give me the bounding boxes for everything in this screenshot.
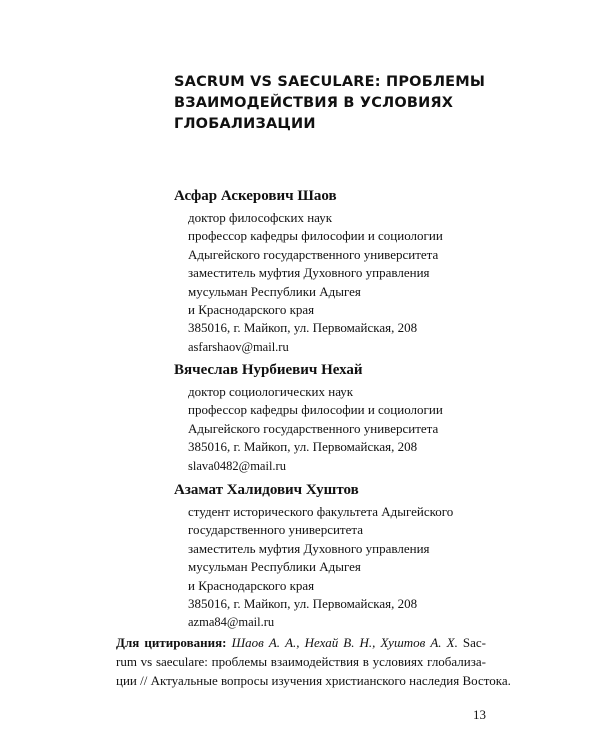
affiliation-line: заместитель муфтия Духовного управления	[188, 540, 430, 556]
article-title	[174, 72, 504, 135]
citation-label: Для цитирования:	[116, 635, 227, 650]
citation-block	[116, 633, 511, 690]
author-affiliation	[174, 383, 514, 475]
author-name: Азамат Халидович Хуштов	[174, 482, 359, 498]
author-name: Вячеслав Нурбиевич Нехай	[174, 362, 363, 378]
author-email[interactable]: asfarshaov@mail.ru	[188, 339, 289, 354]
citation-line	[116, 633, 486, 652]
citation-line: rum vs saeculare: проблемы взаимодействия в условиях глобализа-	[116, 654, 486, 669]
address-line: 385016, г. Майкоп, ул. Первомайская, 208	[188, 320, 418, 336]
author-email[interactable]: azma84@mail.ru	[188, 615, 275, 630]
author-block	[174, 186, 514, 356]
affiliation-line: мусульман Республики Адыгея	[188, 559, 361, 575]
affiliation-line: заместитель муфтия Духовного управления	[188, 265, 430, 281]
page-number: 13	[473, 707, 486, 722]
affiliation-line: доктор философских наук	[188, 210, 333, 225]
address-line: 385016, г. Майкоп, ул. Первомайская, 208	[188, 439, 418, 455]
citation-text: Sac-	[462, 635, 487, 650]
title-line: ГЛОБАЛИЗАЦИИ	[174, 116, 316, 132]
author-name: Асфар Аскерович Шаов	[174, 188, 337, 204]
author-affiliation	[174, 209, 514, 356]
author-block	[174, 480, 514, 632]
affiliation-line: Адыгейского государственного университета	[188, 420, 439, 436]
affiliation-line: Адыгейского государственного университета	[188, 246, 439, 262]
affiliation-line: студент исторического факультета Адыгейского	[188, 504, 454, 519]
affiliation-line: профессор кафедры философии и социологии	[188, 228, 443, 244]
affiliation-line: доктор социологических наук	[188, 384, 354, 399]
author-affiliation	[174, 503, 514, 632]
author-block	[174, 360, 514, 475]
affiliation-line: профессор кафедры философии и социологии	[188, 402, 443, 418]
title-line: SACRUM VS SAECULARE: ПРОБЛЕМЫ	[174, 74, 486, 90]
citation-line: ции // Актуальные вопросы изучения христианского наследия Востока.	[116, 673, 511, 688]
address-line: 385016, г. Майкоп, ул. Первомайская, 208	[188, 596, 418, 612]
affiliation-line: и Краснодарского края	[188, 302, 315, 318]
affiliation-line: государственного университета	[188, 522, 363, 538]
affiliation-line: и Краснодарского края	[188, 577, 315, 593]
title-line: ВЗАИМОДЕЙСТВИЯ В УСЛОВИЯХ	[174, 95, 454, 111]
author-email[interactable]: slava0482@mail.ru	[188, 458, 286, 473]
affiliation-line: мусульман Республики Адыгея	[188, 283, 361, 299]
citation-authors: Шаов А. А., Нехай В. Н., Хуштов А. Х.	[231, 635, 458, 650]
